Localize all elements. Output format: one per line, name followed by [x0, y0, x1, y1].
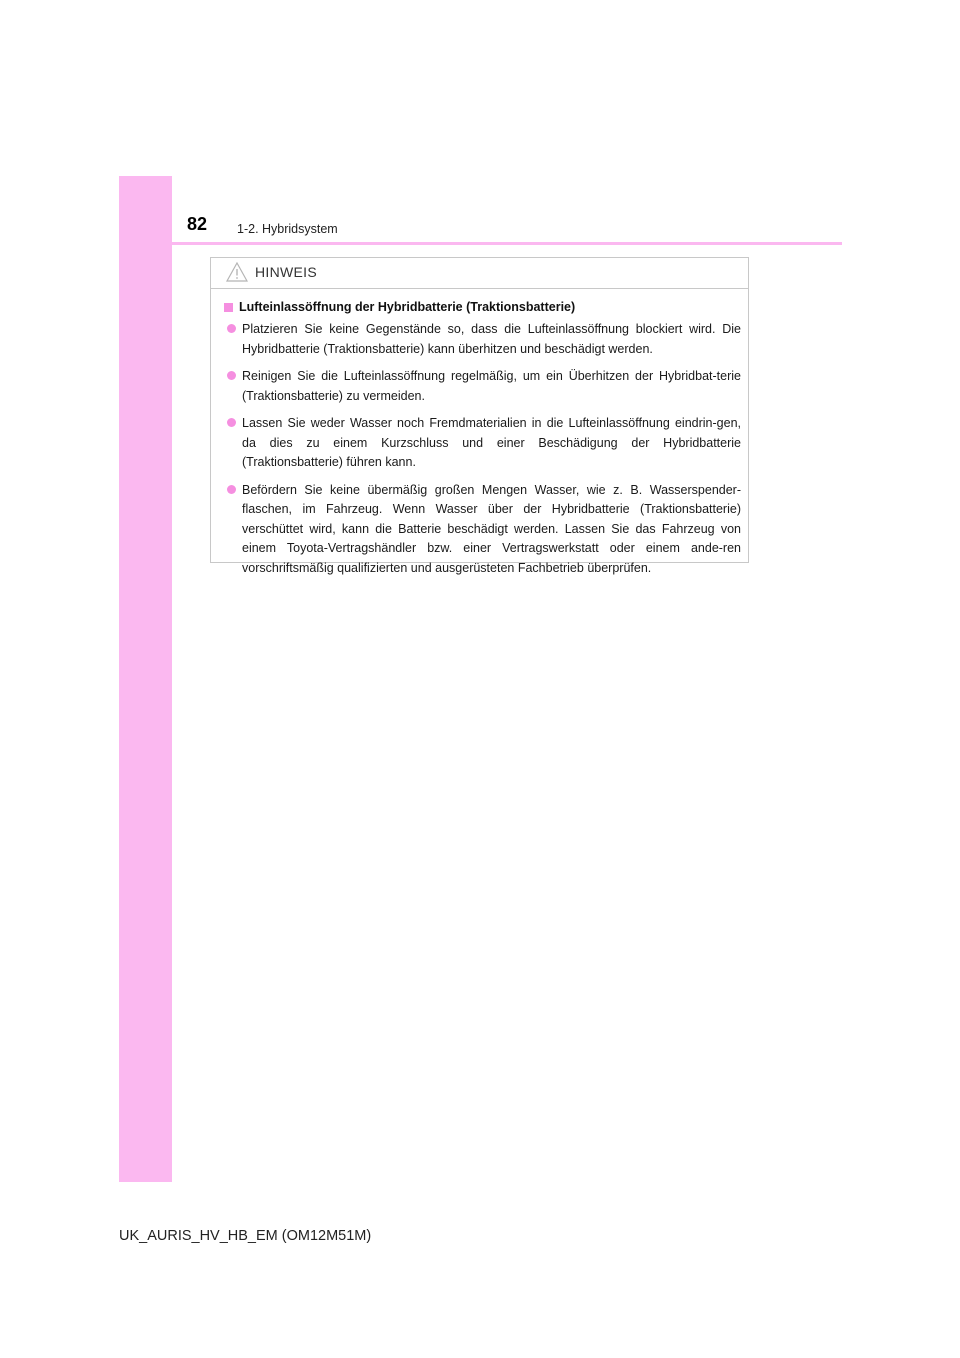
- header-rule: [119, 242, 842, 245]
- list-item-text: Reinigen Sie die Lufteinlassöffnung regelmäßig, um ein Überhitzen der Hybridbat-terie (Traktionsbatterie) zu vermeiden.: [242, 369, 741, 403]
- circle-bullet-icon: [227, 418, 236, 427]
- list-item-text: Platzieren Sie keine Gegenstände so, dass die Lufteinlassöffnung blockiert wird. Die Hybridbatterie (Traktionsbatterie) kann überhitzen und beschädigt werden.: [242, 322, 741, 356]
- side-color-strip: [119, 176, 172, 1182]
- list-item: [224, 367, 741, 406]
- notice-title: HINWEIS: [255, 264, 317, 280]
- list-item-text: Lassen Sie weder Wasser noch Fremdmaterialien in die Lufteinlassöffnung eindrin-gen, da dies zu einem Kurzschluss und einer Beschädigung der Hybridbatterie (Traktionsbatterie) führen kann.: [242, 416, 741, 469]
- circle-bullet-icon: [227, 485, 236, 494]
- warning-triangle-icon: [226, 262, 248, 282]
- notice-heading-text: Lufteinlassöffnung der Hybridbatterie (Traktionsbatterie): [239, 300, 576, 314]
- list-item: [224, 414, 741, 473]
- notice-heading: [224, 300, 741, 314]
- notice-header: [211, 258, 748, 289]
- circle-bullet-icon: [227, 371, 236, 380]
- square-bullet-icon: [224, 303, 233, 312]
- section-title: 1-2. Hybridsystem: [237, 222, 338, 236]
- notice-body: [211, 289, 748, 578]
- footer-manual-code: UK_AURIS_HV_HB_EM (OM12M51M): [119, 1228, 372, 1244]
- page-number: 82: [187, 214, 208, 234]
- list-item-text: Befördern Sie keine übermäßig großen Mengen Wasser, wie z. B. Wasserspender-flaschen, im Fahrzeug. Wenn Wasser über der Hybridbatterie (Traktionsbatterie) verschüttet wird, kann die Batterie beschädigt werden. Lassen Sie das Fahrzeug von einem Toyota-Vertragshändler bzw. einer Vertragswerkstatt oder einem ande-ren vorschriftsmäßig qualifizierten und ausgerüsteten Fachbetrieb überprüfen.: [242, 482, 741, 575]
- circle-bullet-icon: [227, 324, 236, 333]
- notice-box: [210, 257, 749, 575]
- list-item: [224, 320, 741, 359]
- list-item: [224, 481, 741, 579]
